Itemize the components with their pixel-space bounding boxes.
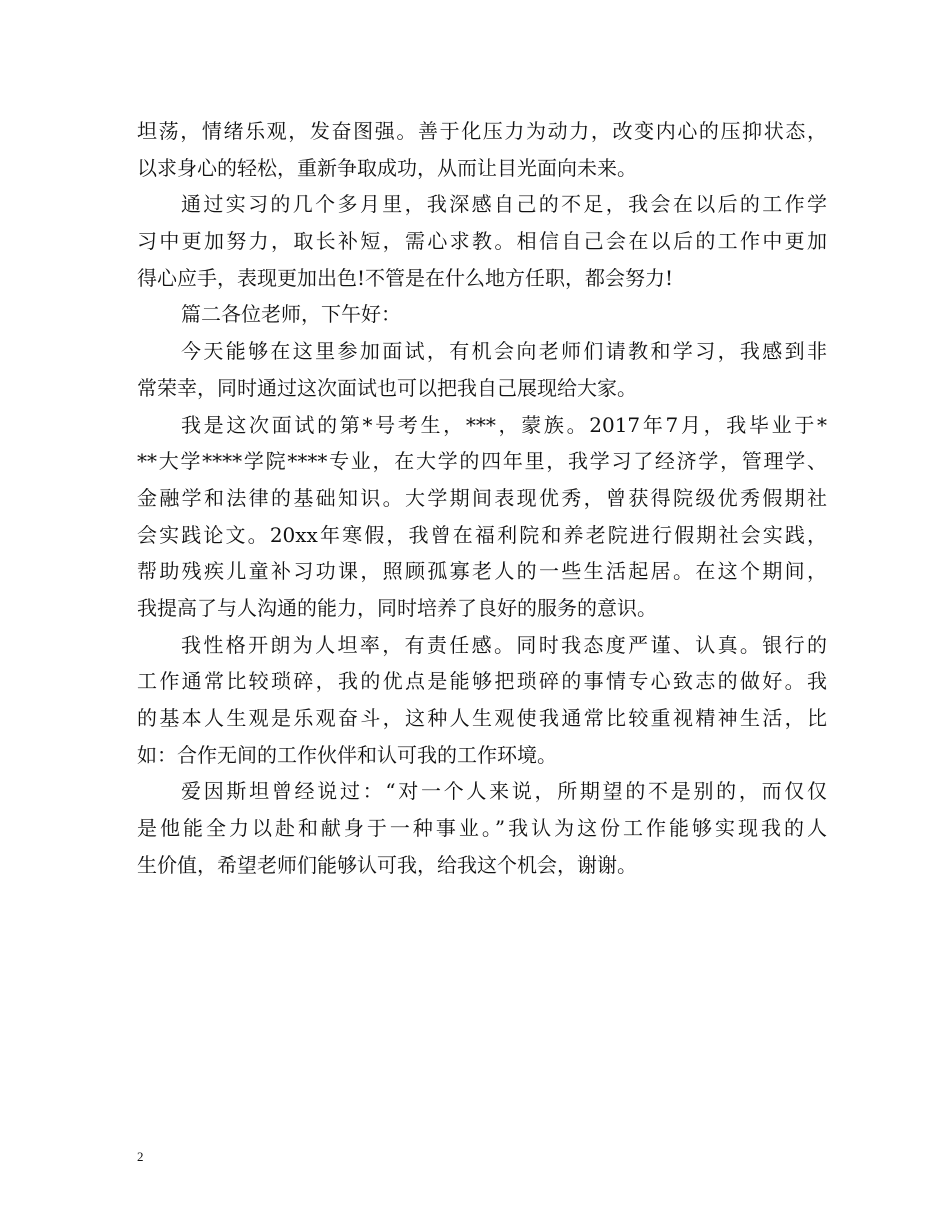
- page-number: 2: [137, 1149, 144, 1164]
- text-line: 会实践论文。20xx年寒假，我曾在福利院和养老院进行假期社会实践，: [137, 522, 827, 547]
- text-line: 篇二各位老师，下午好：: [181, 302, 401, 327]
- text-line: 的基本人生观是乐观奋斗，这种人生观使我通常比较重视精神生活，比: [137, 706, 827, 730]
- text-line: 爱因斯坦曾经说过：“对一个人来说，所期望的不是别的，而仅仅: [181, 779, 827, 804]
- text-line: 是他能全力以赴和献身于一种事业。”我认为这份工作能够实现我的人: [137, 816, 827, 841]
- text-line: 坦荡，情绪乐观，发奋图强。善于化压力为动力，改变内心的压抑状态，: [137, 119, 827, 143]
- text-line: 我是这次面试的第*号考生，***，蒙族。2017年7月，我毕业于*: [181, 412, 827, 437]
- text-line: 今天能够在这里参加面试，有机会向老师们请教和学习，我感到非: [181, 339, 827, 364]
- text-line: 我性格开朗为人坦率，有责任感。同时我态度严谨、认真。银行的: [181, 632, 827, 657]
- text-line: **大学****学院****专业，在大学的四年里，我学习了经济学，管理学、: [137, 449, 827, 474]
- text-line: 生价值，希望老师们能够认可我，给我这个机会，谢谢。: [137, 852, 637, 877]
- text-line: 工作通常比较琐碎，我的优点是能够把琐碎的事情专心致志的做好。我: [137, 669, 827, 694]
- text-line: 帮助残疾儿童补习功课，照顾孤寡老人的一些生活起居。在这个期间，: [137, 559, 827, 584]
- text-line: 如：合作无间的工作伙伴和认可我的工作环境。: [137, 742, 557, 767]
- text-line: 习中更加努力，取长补短，需心求教。相信自己会在以后的工作中更加: [137, 229, 827, 254]
- text-line: 金融学和法律的基础知识。大学期间表现优秀，曾获得院级优秀假期社: [137, 485, 827, 510]
- text-line: 我提高了与人沟通的能力，同时培养了良好的服务的意识。: [137, 595, 657, 620]
- text-line: 常荣幸，同时通过这次面试也可以把我自己展现给大家。: [137, 375, 637, 400]
- text-line: 以求身心的轻松，重新争取成功，从而让目光面向未来。: [137, 155, 637, 180]
- document-body: [137, 113, 827, 883]
- text-line: 得心应手，表现更加出色!不管是在什么地方任职，都会努力!: [137, 265, 674, 290]
- text-line: 通过实习的几个多月里，我深感自己的不足，我会在以后的工作学: [181, 192, 827, 217]
